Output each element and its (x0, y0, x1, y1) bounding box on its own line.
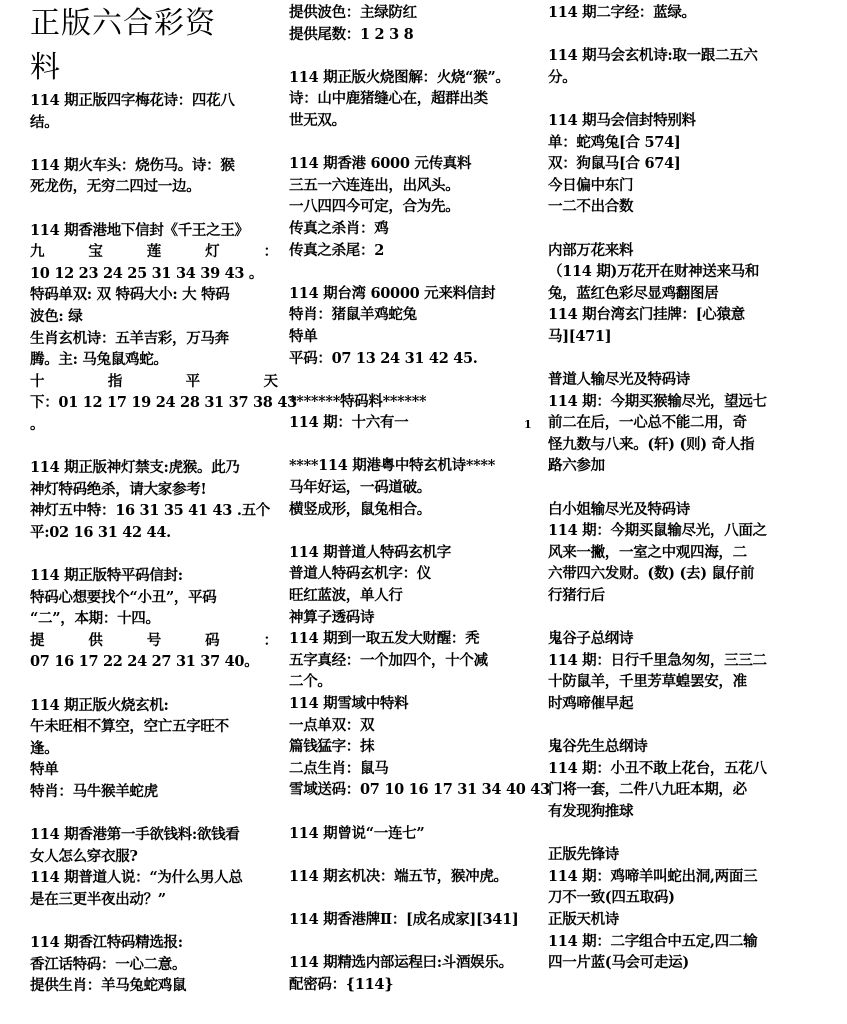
text-line: 114 期香港 6000 元传真料 (289, 155, 472, 173)
text-line: 兔，蓝红色彩尽显鸡翻图居 (548, 284, 719, 302)
text-line: 雪域送码：07 10 16 17 31 34 40 43 (289, 781, 550, 799)
text-line: 114 期：今期买猴输尽光，望远七 (548, 392, 767, 410)
text-line: 单：蛇鸡兔[合 574] (548, 133, 681, 151)
spread-char: 十 (30, 372, 45, 390)
text-line: 女人怎么穿衣服? (30, 847, 138, 865)
text-line: 114 期：小丑不敢上花台，五花八 (548, 759, 767, 777)
text-line: 114 期雪域中特料 (289, 695, 409, 712)
text-line: 马][471] (548, 327, 612, 345)
text-line: 路六参加 (548, 457, 605, 475)
spread-char: 指 (107, 372, 123, 390)
text-line: 旺红蓝波，单人行 (289, 587, 403, 605)
spread-char: 天 (263, 372, 278, 390)
text-line: 结。 (30, 113, 59, 131)
text-line: 传真之杀肖：鸡 (289, 219, 389, 237)
text-line: 114 期正版四字梅花诗：四花八 (30, 92, 235, 109)
text-line: 114 期正版神灯禁支:虎猴。此乃 (30, 459, 240, 477)
text-line: 刀不一致(四五取码) (548, 889, 675, 907)
text-line: 114 期普道人说：“为什么男人总 (30, 869, 243, 887)
text-line: 传真之杀尾：2 (289, 241, 384, 259)
spread-char: 提 (30, 631, 45, 649)
text-line: 114 期台湾玄门挂牌：[心猿意 (548, 306, 745, 324)
text-line: 二点生肖：鼠马 (289, 759, 389, 777)
column-middle (289, 0, 550, 995)
text-line: 特肖：马牛猴羊蛇虎 (30, 783, 158, 800)
text-line: 神灯五中特：16 31 35 41 43 .五个 (30, 502, 270, 520)
text-line: 横竖成形，鼠兔相合。 (289, 500, 431, 518)
text-line: 特单 (289, 327, 318, 345)
text-line: 。 (30, 415, 45, 433)
text-line: 马年好运，一码道破。 (289, 479, 431, 497)
text-line: 特码单双: 双 特码大小: 大 特码 (30, 286, 230, 304)
text-line: 逢。 (30, 739, 59, 757)
text-line: 普道人特码玄机字：仪 (289, 565, 431, 583)
text-line: 波色: 绿 (30, 307, 83, 325)
spread-char: 供 (88, 631, 103, 649)
text-line: 提供生肖：羊马兔蛇鸡鼠 (30, 977, 187, 995)
text-line: 白小姐输尽光及特码诗 (548, 500, 690, 518)
text-line: 114 期香江特码精选报: (30, 934, 183, 952)
text-line: 114 期精选内部运程曰:斗酒娱乐。 (289, 954, 513, 972)
text-line: 114 期二字经：蓝绿。 (548, 4, 696, 21)
text-line: “二”，本期：十四。 (30, 610, 160, 628)
text-line: 死龙伤，无穷二四过一边。 (30, 178, 201, 196)
text-line: 怪九数与八来。(轩) (则) 奇人指 (548, 435, 755, 453)
text-line: （114 期)万花开在财神送来马和 (548, 263, 760, 281)
text-line: 今日偏中东门 (548, 176, 634, 194)
text-line: 鬼谷子总纲诗 (548, 630, 634, 648)
text-line: 三五一六连连出，出风头。 (289, 176, 460, 194)
text-line: 114 期：日行千里急匆匆，三三二 (548, 651, 767, 669)
text-line: 114 期曾说“一连七” (289, 824, 425, 842)
text-line: 行猪行后 (548, 587, 605, 605)
text-line: 双：狗鼠马[合 674] (548, 155, 681, 173)
spread-char: ： (263, 243, 278, 261)
text-line: *******特码料****** (289, 392, 427, 410)
text-line: 时鸡啼催早起 (548, 695, 634, 712)
text-line: 内部万花来料 (548, 241, 634, 259)
text-line: 114 期火车头：烧伤马。诗：猴 (30, 156, 235, 174)
text-line: 门将一套，二件八九旺本期，必 (548, 781, 747, 799)
text-line: 特肖：猪鼠羊鸡蛇兔 (289, 306, 417, 324)
text-line: 生肖玄机诗：五羊吉彩，万马奔 (30, 329, 229, 347)
text-line: 114 期台湾 60000 元来料信封 (289, 284, 496, 302)
spread-char: 码 (205, 631, 220, 649)
page-title-continued: 料 (30, 50, 61, 85)
text-line: 午未旺相不算空，空亡五字旺不 (30, 718, 229, 736)
text-line: 114 期香港牌Ⅱ：[成名成家][341] (289, 910, 519, 928)
text-line: 神算子透码诗 (289, 608, 375, 626)
text-line: 十防鼠羊，千里芳草蝗罢安，准 (548, 673, 747, 691)
column-right (548, 0, 796, 974)
spread-char: 宝 (88, 243, 103, 261)
text-line: 114 期正版特平码信封: (30, 567, 183, 585)
text-line: 五字真经：一个加四个，十个减 (289, 651, 488, 669)
text-line: 正版天机诗 (548, 910, 619, 928)
text-line: 10 12 23 24 25 31 34 39 43 。 (30, 264, 264, 282)
text-line: 114 期香港地下信封《千王之王》 (30, 221, 249, 239)
text-line: 114 期香港第一手欲钱料:欲钱看 (30, 826, 240, 844)
text-line: 114 期：鸡啼羊叫蛇出洞,两面三 (548, 867, 758, 885)
text-line: 风来一撇，一室之中观四海，二 (548, 543, 747, 561)
spread-line (30, 241, 278, 263)
text-line: 腾。主: 马兔鼠鸡蛇。 (30, 351, 168, 369)
text-line: 114 期：二字组合中五定,四二输 (548, 932, 758, 950)
text-line: 诗：山中鹿猪缝心在，超群出类 (289, 90, 488, 108)
text-line: 普道人输尽光及特码诗 (548, 371, 690, 389)
spread-line (30, 371, 278, 393)
spread-char: 号 (146, 631, 162, 649)
text-line: 香江话特码：一心二意。 (30, 955, 187, 973)
text-line: 四一片蓝(马会可走运) (548, 954, 689, 972)
text-line: 114 期马会信封特别料 (548, 111, 696, 129)
text-line: 114 期：今期买鼠输尽光，八面之 (548, 522, 767, 540)
text-line: 114 期到一取五发大财醒：秃 (289, 630, 480, 648)
text-line: 神灯特码绝杀，请大家参考! (30, 480, 207, 498)
text-line: 前二在后，一心总不能二用，奇 (548, 414, 747, 432)
text-line: ****114 期港粤中特玄机诗**** (289, 457, 495, 475)
text-line: 114 期普道人特码玄机字 (289, 543, 451, 561)
text-line: 平:02 16 31 42 44. (30, 523, 171, 541)
text-line: 114 期正版火烧玄机: (30, 696, 169, 714)
text-line: 一八四四今可定，合为先。 (289, 198, 460, 216)
text-line: 有发现狗推球 (548, 802, 634, 820)
text-line: 正版先锋诗 (548, 846, 619, 864)
text-line: 篇钱猛字：抹 (289, 738, 375, 756)
spread-char: 平 (185, 372, 201, 390)
spread-char: 九 (30, 243, 45, 261)
text-line: 114 期：十六有一 (289, 414, 409, 432)
text-line: 鬼谷先生总纲诗 (548, 738, 648, 756)
text-line: 特单 (30, 761, 59, 779)
text-line: 114 期玄机决：端五节，猴冲虎。 (289, 867, 508, 885)
text-line: 07 16 17 22 24 27 31 37 40。 (30, 653, 259, 671)
text-line: 下：01 12 17 19 24 28 31 37 38 43 (30, 394, 297, 412)
text-line: 二个。 (289, 673, 332, 691)
text-line: 114 期正版火烧图解：火烧“猴”。 (289, 68, 510, 86)
text-line: 是在三更半夜出动？” (30, 890, 166, 908)
text-line: 114 期马会玄机诗:取一跟二五六 (548, 47, 758, 65)
page-title: 正版六合彩资 (30, 6, 216, 41)
spread-char: 灯 (205, 243, 220, 261)
spread-line (30, 630, 278, 652)
text-line: 一二不出合数 (548, 198, 634, 216)
text-line: 六带四六发财。(数) (去) 鼠仔前 (548, 565, 755, 583)
column-left (30, 0, 297, 997)
spread-char: ： (263, 631, 278, 649)
text-line: 配密码：{114} (289, 975, 394, 993)
text-line: 分。 (548, 68, 577, 86)
text-line: 世无双。 (289, 111, 346, 129)
text-line: 提供尾数：1 2 3 8 (289, 25, 414, 43)
page-number: 1 (524, 418, 532, 431)
text-line: 平码：07 13 24 31 42 45. (289, 349, 478, 367)
text-line: 一点单双：双 (289, 716, 375, 734)
text-line: 提供波色：主绿防红 (289, 4, 417, 21)
text-line: 特码心想要找个“小丑”，平码 (30, 588, 217, 606)
spread-char: 莲 (146, 243, 162, 261)
